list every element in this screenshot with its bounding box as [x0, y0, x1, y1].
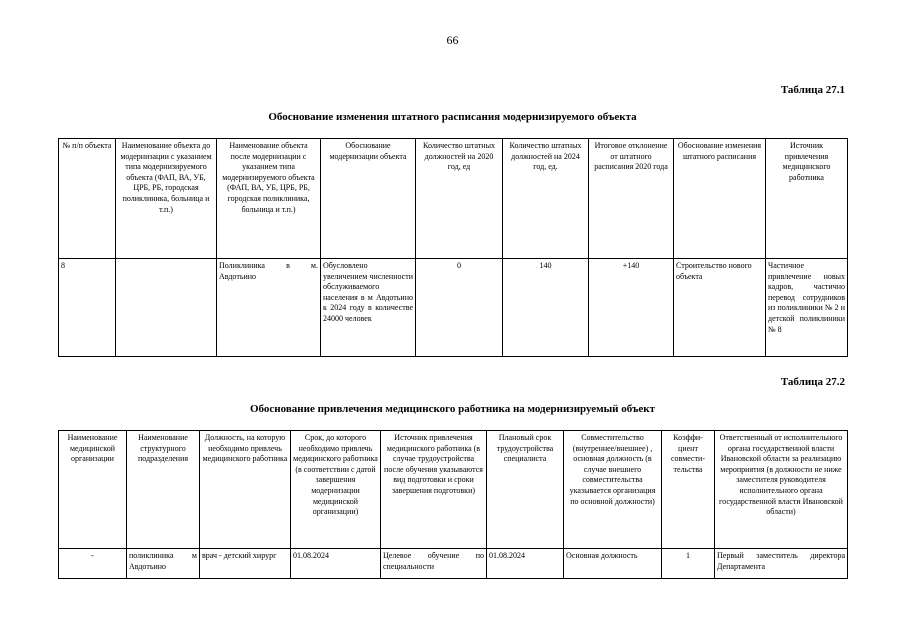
table1-cell	[116, 259, 217, 357]
table1	[58, 138, 848, 357]
table1-header-row	[59, 139, 848, 259]
table2-header-row	[59, 431, 848, 549]
table2-cell: -	[59, 549, 127, 579]
table1-header: Наименование объекта после модернизации с указанием типа модернизируемого объекта (ФАП, ВА, УБ, ЦРБ, РБ, городская поликлиника, больница и т.п.)	[217, 139, 321, 259]
table2-cell: 1	[662, 549, 715, 579]
table2-header: Должность, на которую необходимо привлечь медицинского работника	[200, 431, 291, 549]
table2-cell: Основная должность	[564, 549, 662, 579]
table2-header: Ответственный от исполнительного органа государственной власти Ивановской области за реализацию мероприятия (в должности не ниже заместителя руководителя исполнительного органа государственной власти Ивановской области)	[715, 431, 848, 549]
table2-header: Срок, до которого необходимо привлечь медицинского работника (в соответствии с датой завершения модернизации медицинской организации)	[291, 431, 381, 549]
table2-header: Коэффи-циент совмести-тельства	[662, 431, 715, 549]
table2-cell: поликлиника м Авдотьино	[127, 549, 200, 579]
table1-header: № п/п объекта	[59, 139, 116, 259]
table2-header: Источник привлечения медицинского работника (в случае трудоустройства после обучения указываются вид подготовки и сроки завершения подготовки)	[381, 431, 487, 549]
table2-header: Совместительство (внутреннее/внешнее) , основная должность (в случае внешнего совместительства указывается организация по основной должности)	[564, 431, 662, 549]
page-number: 66	[446, 33, 459, 47]
table1-cell: Строительство нового объекта	[674, 259, 766, 357]
table2-header: Плановый срок трудоустройства специалиста	[487, 431, 564, 549]
table1-cell: Обусловлено увеличением численности обслуживаемого населения в м Авдотьино к 2024 году в количестве 24000 человек	[321, 259, 416, 357]
table2-row	[59, 549, 848, 579]
table2-header: Наименование медицинской организации	[59, 431, 127, 549]
table1-header: Источник привлечения медицинского работника	[766, 139, 848, 259]
table1-header: Количество штатных должностей на 2024 год, ед.	[503, 139, 589, 259]
table1-cell: Частичное привлечение новых кадров, частично перевод сотрудников из поликлиники № 2 и детской поликлиники № 8	[766, 259, 848, 357]
table2-cell: Первый заместитель директора Департамента	[715, 549, 848, 579]
table1-header: Наименование объекта до модернизации с указанием типа модернизируемого объекта (ФАП, ВА, УБ, ЦРБ, РБ, городская поликлиника, больница и т.п.)	[116, 139, 217, 259]
table1-header: Итоговое отклонение от штатного расписания 2020 года	[589, 139, 674, 259]
table2-label: Таблица 27.2	[780, 376, 845, 388]
table2-cell: 01.08.2024	[291, 549, 381, 579]
table1-label: Таблица 27.1	[780, 84, 845, 96]
table2-title: Обоснование привлечения медицинского работника на модернизируемый объект	[249, 403, 656, 415]
table2-cell: 01.08.2024	[487, 549, 564, 579]
table1-cell: +140	[589, 259, 674, 357]
table1-row	[59, 259, 848, 357]
table2-cell: Целевое обучение по специальности	[381, 549, 487, 579]
table2-header: Наименование структурного подразделения	[127, 431, 200, 549]
table1-header: Количество штатных должностей на 2020 год, ед	[416, 139, 503, 259]
table1-cell: 8	[59, 259, 116, 357]
table1-title: Обоснование изменения штатного расписания модернизируемого объекта	[268, 111, 637, 123]
table1-cell: Поликлиника в м. Авдотьино	[217, 259, 321, 357]
table1-cell: 140	[503, 259, 589, 357]
table1-header: Обоснование модернизации объекта	[321, 139, 416, 259]
table1-header: Обоснование изменения штатного расписания	[674, 139, 766, 259]
table1-cell: 0	[416, 259, 503, 357]
table2	[58, 430, 848, 579]
table2-cell: врач - детский хирург	[200, 549, 291, 579]
